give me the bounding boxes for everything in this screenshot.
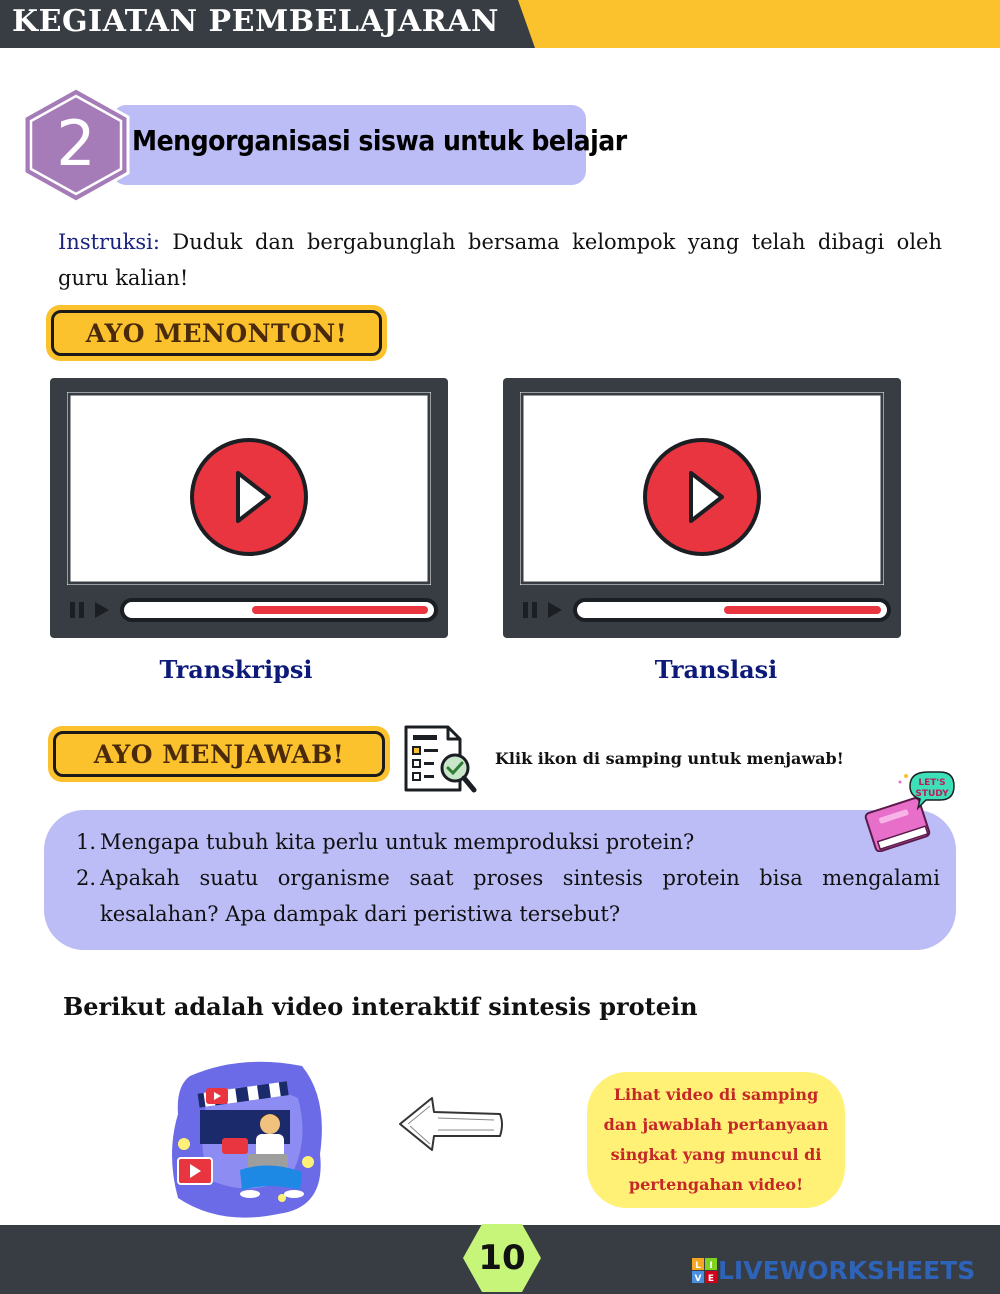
logo-tile-v: V bbox=[694, 1273, 702, 1284]
logo-tile-l: L bbox=[695, 1260, 701, 1271]
question-number: 1. bbox=[76, 830, 97, 854]
video-learning-illustration[interactable] bbox=[170, 1058, 326, 1220]
video-instruction-note bbox=[587, 1072, 845, 1208]
progress-fill bbox=[724, 606, 881, 614]
instruction-label: Instruksi: bbox=[58, 230, 160, 254]
play-button-icon[interactable] bbox=[645, 440, 759, 554]
sticker-text-lets: LET'S bbox=[918, 778, 946, 788]
section-title: Mengorganisasi siswa untuk belajar bbox=[132, 124, 627, 157]
section-number: 2 bbox=[56, 107, 96, 180]
question-item bbox=[76, 860, 940, 932]
progress-fill bbox=[252, 606, 428, 614]
page-number: 10 bbox=[478, 1238, 526, 1278]
question-number: 2. bbox=[76, 866, 97, 890]
lets-study-sticker-icon bbox=[860, 768, 956, 852]
instruction-paragraph bbox=[58, 224, 942, 296]
question-text: Apakah suatu organisme saat proses sintesis protein bisa mengalami kesalahan? Apa dampak dari peristiwa tersebut? bbox=[100, 866, 940, 926]
video-title-translasi: Translasi bbox=[654, 655, 778, 684]
video-title-transkripsi: Transkripsi bbox=[159, 655, 313, 684]
question-item bbox=[76, 824, 940, 860]
question-text: Mengapa tubuh kita perlu untuk memproduksi protein? bbox=[100, 830, 695, 854]
video-instruction-text: Lihat video di samping dan jawablah pertanyaan singkat yang muncul di pertengahan video! bbox=[603, 1085, 829, 1194]
instruction-text: Duduk dan bergabunglah bersama kelompok yang telah dibagi oleh guru kalian! bbox=[58, 230, 942, 290]
sticker-text-study: STUDY bbox=[915, 789, 949, 799]
watch-label-pill bbox=[46, 305, 387, 361]
answer-hint: Klik ikon di samping untuk menjawab! bbox=[495, 749, 844, 768]
liveworksheets-wordmark: LIVEWORKSHEETS bbox=[718, 1256, 976, 1285]
arrow-left-icon bbox=[394, 1094, 506, 1154]
logo-tile-e: E bbox=[707, 1273, 715, 1284]
interactive-video-title: Berikut adalah video interaktif sintesis protein bbox=[63, 992, 698, 1021]
play-button-icon[interactable] bbox=[192, 440, 306, 554]
watch-label: AYO MENONTON! bbox=[85, 318, 348, 348]
liveworksheets-tiles-icon bbox=[692, 1258, 718, 1284]
answer-label-pill bbox=[48, 726, 390, 782]
logo-tile-i: I bbox=[709, 1260, 713, 1271]
quiz-document-icon[interactable] bbox=[400, 724, 480, 796]
liveworksheets-logo[interactable] bbox=[692, 1256, 975, 1285]
video-player-transkripsi[interactable] bbox=[50, 378, 448, 638]
questions-list bbox=[76, 824, 940, 932]
answer-label: AYO MENJAWAB! bbox=[93, 739, 345, 769]
video-player-translasi[interactable] bbox=[503, 378, 901, 638]
header-title: KEGIATAN PEMBELAJARAN bbox=[12, 4, 499, 39]
